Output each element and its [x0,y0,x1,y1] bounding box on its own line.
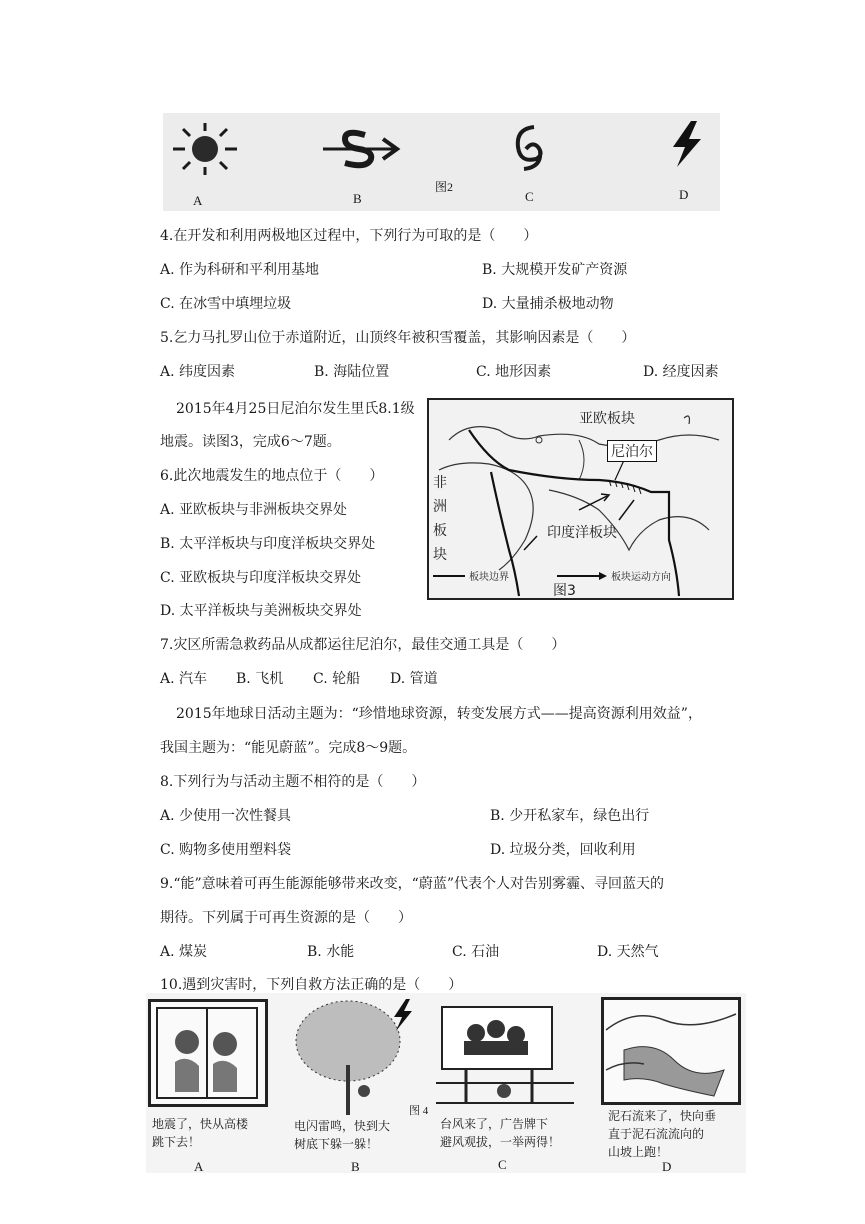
question-4-stem: 4.在开发和利用两极地区过程中，下列行为可取的是（ ） [160,228,538,244]
q4-option-c: C. 在冰雪中填埋垃圾 [160,296,292,312]
panel-c-illustration [436,1003,576,1113]
figure2-label-c: C [525,189,534,204]
q9-option-b: B. 水能 [307,944,355,960]
q8-option-c: C. 购物多使用塑料袋 [160,842,292,858]
intro-8-line1: 2015年地球日活动主题为：“珍惜地球资源，转变发展方式——提高资源利用效益”， [176,706,702,722]
q6-option-b: B. 太平洋板块与印度洋板块交界处 [160,536,376,552]
figure2-label-a: A [193,193,203,208]
billboard-drawing [436,1003,576,1113]
q4-option-b: B. 大规模开发矿产资源 [482,262,628,278]
figure-3-map [427,398,734,600]
panel-d-illustration [601,997,741,1105]
figure2-label-b: B [353,191,362,206]
wind-arrow-icon [321,125,403,173]
intro-8-line2: 我国主题为：“能见蔚蓝”。完成8～9题。 [160,740,417,756]
q9-option-d: D. 天然气 [597,944,659,960]
intro-6-line1: 2015年4月25日尼泊尔发生里氏8.1级 [176,401,415,417]
panel-a-caption: 地震了，快从高楼 跳下去！ [152,1117,249,1149]
question-10-stem: 10.遇到灾害时，下列自救方法正确的是（ ） [160,977,463,993]
q6-option-c: C. 亚欧板块与印度洋板块交界处 [160,570,362,586]
panel-d-caption: 泥石流来了，快向垂 直于泥石流流向的 山坡上跑！ [608,1109,717,1159]
panel-d-label: D [662,1159,672,1174]
figure4-caption: 图 4 [409,1105,429,1117]
figure2-caption: 图2 [435,180,454,194]
label-indian-plate: 印度洋板块 [547,525,617,541]
figure-4 [146,993,746,1173]
question-5-stem: 5.乞力马扎罗山位于赤道附近，山顶终年被积雪覆盖，其影响因素是（ ） [160,330,636,346]
panel-a-label: A [194,1159,204,1174]
intro-6-line2: 地震。读图3，完成6～7题。 [160,434,341,450]
panel-b-illustration [288,995,420,1121]
figure2-label-d: D [679,187,689,202]
q8-option-b: B. 少开私家车，绿色出行 [490,808,650,824]
question-7-stem: 7.灾区所需急救药品从成都运往尼泊尔，最佳交通工具是（ ） [160,637,566,653]
q9-option-c: C. 石油 [452,944,500,960]
q5-option-b: B. 海陆位置 [314,364,390,380]
q9-option-a: A. 煤炭 [160,944,208,960]
figure3-caption: 图3 [553,583,576,599]
tree-lightning-drawing [288,995,420,1121]
sun-icon [169,121,241,177]
mudslide-drawing [604,1000,738,1102]
q5-option-d: D. 经度因素 [643,364,719,380]
panel-b-label: B [351,1159,360,1174]
label-africa-3: 板 [433,523,447,539]
q7-option-a: A. 汽车 [160,671,208,687]
q5-option-c: C. 地形因素 [476,364,552,380]
q8-option-d: D. 垃圾分类，回收利用 [490,842,636,858]
legend-boundary: 板块边界 [469,572,509,583]
figure-2 [163,113,720,211]
legend-motion: 板块运动方向 [611,572,671,583]
label-africa-2: 洲 [433,499,447,515]
label-africa-1: 非 [433,475,447,491]
lightning-icon [667,119,707,169]
label-eurasian-plate: 亚欧板块 [579,411,635,427]
q8-option-a: A. 少使用一次性餐具 [160,808,292,824]
panel-c-caption: 台风来了，广告牌下 避风观拔，一举两得！ [440,1117,561,1149]
question-9-line1: 9.“能”意味着可再生能源能够带来改变，“蔚蓝”代表个人对告别雾霾、寻回蓝天的 [160,876,664,892]
q5-option-a: A. 纬度因素 [160,364,236,380]
window-jump-drawing [151,1002,265,1104]
panel-c-label: C [498,1157,507,1172]
q6-option-a: A. 亚欧板块与非洲板块交界处 [160,502,348,518]
q7-option-d: D. 管道 [390,671,438,687]
question-9-line2: 期待。下列属于可再生资源的是（ ） [160,910,412,926]
question-6-stem: 6.此次地震发生的地点位于（ ） [160,468,384,484]
panel-b-caption: 电闪雷鸣，快到大 树底下躲一躲！ [294,1119,391,1151]
label-nepal: 尼泊尔 [607,440,657,462]
label-africa-4: 块 [433,547,447,563]
q4-option-d: D. 大量捕杀极地动物 [482,296,614,312]
q4-option-a: A. 作为科研和平利用基地 [160,262,320,278]
q7-option-b: B. 飞机 [236,671,284,687]
typhoon-icon [508,123,550,173]
question-8-stem: 8.下列行为与活动主题不相符的是（ ） [160,774,426,790]
q7-option-c: C. 轮船 [313,671,361,687]
panel-a-illustration [148,999,268,1107]
q6-option-d: D. 太平洋板块与美洲板块交界处 [160,603,362,619]
